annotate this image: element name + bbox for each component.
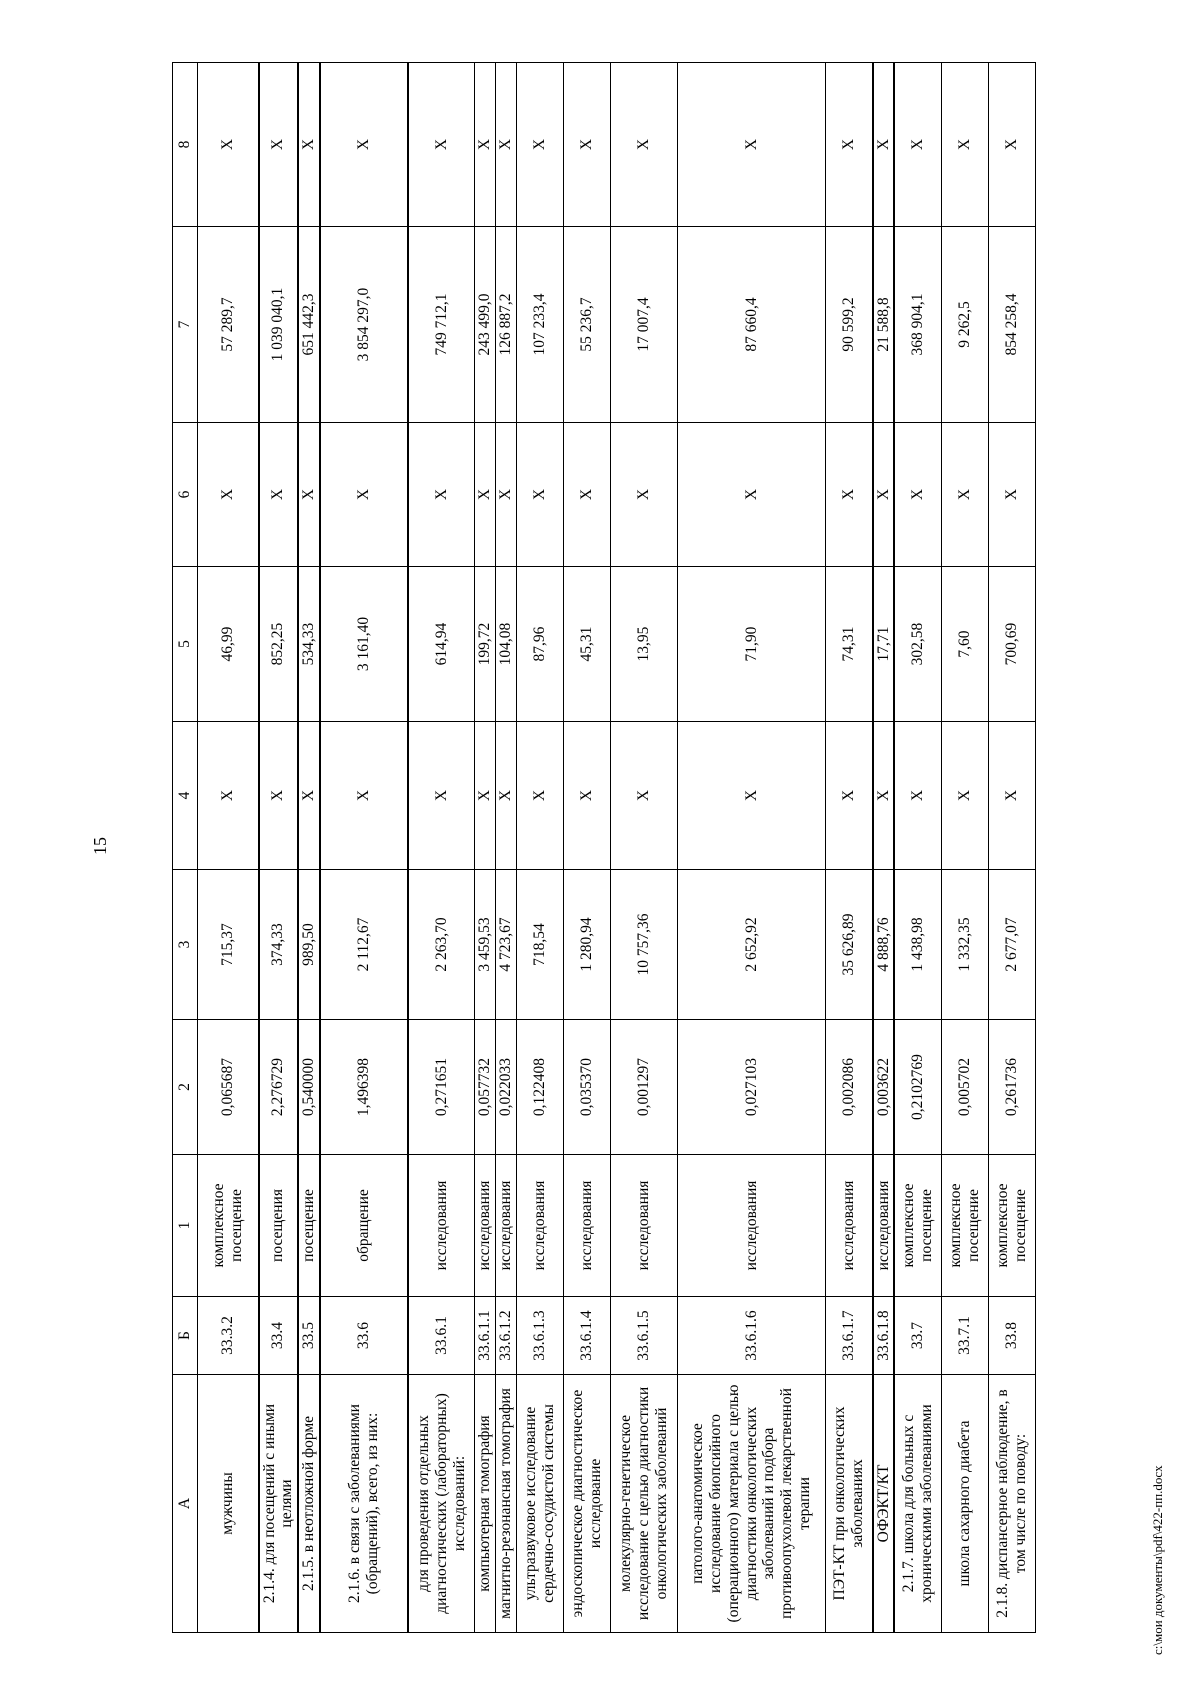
table-cell: X xyxy=(941,423,988,567)
table-row xyxy=(259,63,299,1633)
table-cell: 55 236,7 xyxy=(564,227,611,423)
table-body xyxy=(198,63,1036,1633)
table-row xyxy=(496,63,517,1633)
table-cell: 0,271651 xyxy=(408,1020,475,1155)
table-cell: 33.6.1.3 xyxy=(517,1297,564,1375)
column-header: Б xyxy=(173,1297,198,1375)
table-cell: X xyxy=(941,63,988,227)
table-cell: исследования xyxy=(475,1155,496,1297)
table-cell: эндоскопическое диагностическое исследование xyxy=(564,1375,611,1633)
table-cell: для проведения отдельных диагностических (лабораторных) исследований: xyxy=(408,1375,475,1633)
table-cell: X xyxy=(826,63,873,227)
table-cell: исследования xyxy=(517,1155,564,1297)
table-cell: 45,31 xyxy=(564,567,611,722)
table-row xyxy=(564,63,611,1633)
table-cell: компьютерная томография xyxy=(475,1375,496,1633)
table-cell: X xyxy=(517,423,564,567)
table-row xyxy=(894,63,941,1633)
table-cell: магнитно-резонансная томография xyxy=(496,1375,517,1633)
table-cell: X xyxy=(259,423,299,567)
table-cell: 0,001297 xyxy=(611,1020,678,1155)
table-row xyxy=(678,63,826,1633)
table-cell: 17,71 xyxy=(873,567,895,722)
table-cell: 2 652,92 xyxy=(678,870,826,1020)
table-cell: 0,005702 xyxy=(941,1020,988,1155)
table-row xyxy=(873,63,895,1633)
table-cell: исследования xyxy=(873,1155,895,1297)
table-cell: 0,2102769 xyxy=(894,1020,941,1155)
column-header: 3 xyxy=(173,870,198,1020)
table-cell: X xyxy=(320,423,408,567)
table-cell: 1,496398 xyxy=(320,1020,408,1155)
table-row xyxy=(320,63,408,1633)
table-cell: 0,261736 xyxy=(988,1020,1035,1155)
table-cell: X xyxy=(496,63,517,227)
table-cell: X xyxy=(198,423,259,567)
header-row xyxy=(173,63,198,1633)
table-cell: комплексное посещение xyxy=(198,1155,259,1297)
table-cell: 2 677,07 xyxy=(988,870,1035,1020)
table-cell: 74,31 xyxy=(826,567,873,722)
table-cell: 0,003622 xyxy=(873,1020,895,1155)
table-cell: 651 442,3 xyxy=(298,227,320,423)
table-cell: посещения xyxy=(259,1155,299,1297)
table-row xyxy=(517,63,564,1633)
table-cell: исследования xyxy=(408,1155,475,1297)
table-cell: 718,54 xyxy=(517,870,564,1020)
table-cell: X xyxy=(496,722,517,870)
table-cell: X xyxy=(894,423,941,567)
table-cell: X xyxy=(496,423,517,567)
table-cell: X xyxy=(678,63,826,227)
table-cell: исследования xyxy=(678,1155,826,1297)
table-cell: X xyxy=(259,722,299,870)
table-cell: 1 438,98 xyxy=(894,870,941,1020)
table-cell: 0,035370 xyxy=(564,1020,611,1155)
column-header: 6 xyxy=(173,423,198,567)
table-cell: 368 904,1 xyxy=(894,227,941,423)
table-cell: 21 588,8 xyxy=(873,227,895,423)
table-cell: X xyxy=(408,63,475,227)
table-cell: 126 887,2 xyxy=(496,227,517,423)
table-cell: X xyxy=(298,63,320,227)
table-cell: X xyxy=(988,423,1035,567)
table-cell: 13,95 xyxy=(611,567,678,722)
table-cell: X xyxy=(408,423,475,567)
table-cell: 0,027103 xyxy=(678,1020,826,1155)
table-cell: 2.1.5. в неотложной форме xyxy=(298,1375,320,1633)
table-cell: 9 262,5 xyxy=(941,227,988,423)
table-row xyxy=(475,63,496,1633)
table-cell: 87,96 xyxy=(517,567,564,722)
table-cell: X xyxy=(611,63,678,227)
table-cell: 614,94 xyxy=(408,567,475,722)
table-cell: мужчины xyxy=(198,1375,259,1633)
table-cell: 534,33 xyxy=(298,567,320,722)
table-cell: 3 459,53 xyxy=(475,870,496,1020)
table-cell: 33.7 xyxy=(894,1297,941,1375)
table-cell: обращение xyxy=(320,1155,408,1297)
table-cell: X xyxy=(320,63,408,227)
table-cell: 10 757,36 xyxy=(611,870,678,1020)
table-cell: 0,057732 xyxy=(475,1020,496,1155)
table-cell: 33.6.1.7 xyxy=(826,1297,873,1375)
table-cell: 749 712,1 xyxy=(408,227,475,423)
table-cell: X xyxy=(475,722,496,870)
table-cell: X xyxy=(894,722,941,870)
table-cell: X xyxy=(298,722,320,870)
column-header: А xyxy=(173,1375,198,1633)
table-cell: 0,540000 xyxy=(298,1020,320,1155)
table-cell: 852,25 xyxy=(259,567,299,722)
table-cell: 2,276729 xyxy=(259,1020,299,1155)
table-cell: исследования xyxy=(564,1155,611,1297)
table-cell: 302,58 xyxy=(894,567,941,722)
footer-file-path: c:\мои документы\pdf\422-пп.docx xyxy=(1150,1465,1165,1655)
table-cell: 1 332,35 xyxy=(941,870,988,1020)
table-cell: X xyxy=(826,722,873,870)
column-header: 4 xyxy=(173,722,198,870)
table-cell: молекулярно-генетическое исследование с целью диагностики онкологических заболеваний xyxy=(611,1375,678,1633)
table-cell: 1 039 040,1 xyxy=(259,227,299,423)
table-cell: школа сахарного диабета xyxy=(941,1375,988,1633)
table-cell: 374,33 xyxy=(259,870,299,1020)
table-cell: 0,002086 xyxy=(826,1020,873,1155)
table-cell: исследования xyxy=(496,1155,517,1297)
column-header: 5 xyxy=(173,567,198,722)
table-cell: 104,08 xyxy=(496,567,517,722)
table-cell: X xyxy=(564,423,611,567)
table-cell: X xyxy=(988,63,1035,227)
table-cell: 854 258,4 xyxy=(988,227,1035,423)
table-row xyxy=(408,63,475,1633)
table-cell: 2 112,67 xyxy=(320,870,408,1020)
table-cell: X xyxy=(198,722,259,870)
table-cell: комплексное посещение xyxy=(941,1155,988,1297)
table-cell: 2 263,70 xyxy=(408,870,475,1020)
table-row xyxy=(988,63,1035,1633)
table-cell: 33.6.1.6 xyxy=(678,1297,826,1375)
table-cell: 715,37 xyxy=(198,870,259,1020)
table-cell: 3 161,40 xyxy=(320,567,408,722)
table-cell: 1 280,94 xyxy=(564,870,611,1020)
table-cell: 46,99 xyxy=(198,567,259,722)
table-cell: X xyxy=(298,423,320,567)
table-row xyxy=(198,63,259,1633)
table-row xyxy=(298,63,320,1633)
tariff-table xyxy=(172,62,1036,1633)
table-cell: X xyxy=(894,63,941,227)
table-cell: 0,065687 xyxy=(198,1020,259,1155)
table-cell: 33.6 xyxy=(320,1297,408,1375)
column-header: 7 xyxy=(173,227,198,423)
table-cell: X xyxy=(678,423,826,567)
table-cell: X xyxy=(873,63,895,227)
table-cell: 33.7.1 xyxy=(941,1297,988,1375)
table-cell: 33.6.1.1 xyxy=(475,1297,496,1375)
table-cell: 700,69 xyxy=(988,567,1035,722)
table-cell: 71,90 xyxy=(678,567,826,722)
table-cell: ПЭТ-КТ при онкологических заболеваниях xyxy=(826,1375,873,1633)
table-cell: 33.6.1.2 xyxy=(496,1297,517,1375)
table-cell: 3 854 297,0 xyxy=(320,227,408,423)
table-cell: 0,122408 xyxy=(517,1020,564,1155)
table-cell: X xyxy=(408,722,475,870)
table-cell: X xyxy=(475,63,496,227)
table-cell: X xyxy=(517,722,564,870)
table-cell: X xyxy=(198,63,259,227)
table-cell: 33.6.1 xyxy=(408,1297,475,1375)
table-cell: 87 660,4 xyxy=(678,227,826,423)
column-header: 1 xyxy=(173,1155,198,1297)
table-cell: 989,50 xyxy=(298,870,320,1020)
table-cell: X xyxy=(475,423,496,567)
table-cell: 2.1.8. диспансерное наблюдение, в том числе по поводу: xyxy=(988,1375,1035,1633)
table-cell: ультразвуковое исследование сердечно-сосудистой системы xyxy=(517,1375,564,1633)
table-cell: X xyxy=(564,722,611,870)
table-cell: X xyxy=(873,423,895,567)
table-cell: 0,022033 xyxy=(496,1020,517,1155)
table-cell: 90 599,2 xyxy=(826,227,873,423)
table-cell: ОФЭКТ/КТ xyxy=(873,1375,895,1633)
table-cell: 33.4 xyxy=(259,1297,299,1375)
table-cell: X xyxy=(517,63,564,227)
table-cell: 2.1.6. в связи с заболеваниями (обращений), всего, из них: xyxy=(320,1375,408,1633)
table-row xyxy=(611,63,678,1633)
table-cell: 4 888,76 xyxy=(873,870,895,1020)
table-cell: 33.8 xyxy=(988,1297,1035,1375)
page-number: 15 xyxy=(90,837,110,855)
table-cell: X xyxy=(873,722,895,870)
table-cell: 17 007,4 xyxy=(611,227,678,423)
table-cell: X xyxy=(611,423,678,567)
table-cell: X xyxy=(611,722,678,870)
table-cell: X xyxy=(564,63,611,227)
table-cell: X xyxy=(826,423,873,567)
table-cell: 33.3.2 xyxy=(198,1297,259,1375)
table-cell: патолого-анатомическое исследование биопсийного (операционного) материала с целью диагностики онкологических заболеваний и подбора противоопухолевой лекарственной терапии xyxy=(678,1375,826,1633)
table-cell: X xyxy=(941,722,988,870)
table-cell: комплексное посещение xyxy=(988,1155,1035,1297)
table-cell: 57 289,7 xyxy=(198,227,259,423)
table-cell: комплексное посещение xyxy=(894,1155,941,1297)
table-cell: 4 723,67 xyxy=(496,870,517,1020)
table-cell: 2.1.4. для посещений с иными целями xyxy=(259,1375,299,1633)
table-cell: 33.6.1.4 xyxy=(564,1297,611,1375)
table-cell: 7,60 xyxy=(941,567,988,722)
table-cell: X xyxy=(259,63,299,227)
table-cell: 33.5 xyxy=(298,1297,320,1375)
table-cell: 35 626,89 xyxy=(826,870,873,1020)
table-cell: X xyxy=(320,722,408,870)
table-cell: 33.6.1.8 xyxy=(873,1297,895,1375)
table-row xyxy=(941,63,988,1633)
table-row xyxy=(826,63,873,1633)
table-cell: 33.6.1.5 xyxy=(611,1297,678,1375)
table-cell: 243 499,0 xyxy=(475,227,496,423)
table-cell: исследования xyxy=(611,1155,678,1297)
table-cell: посещение xyxy=(298,1155,320,1297)
table-cell: исследования xyxy=(826,1155,873,1297)
table-cell: X xyxy=(988,722,1035,870)
table-cell: X xyxy=(678,722,826,870)
table-cell: 199,72 xyxy=(475,567,496,722)
column-header: 8 xyxy=(173,63,198,227)
table-cell: 2.1.7. школа для больных с хроническими заболеваниями xyxy=(894,1375,941,1633)
table-cell: 107 233,4 xyxy=(517,227,564,423)
column-header: 2 xyxy=(173,1020,198,1155)
rotated-table-container xyxy=(172,63,1029,1633)
